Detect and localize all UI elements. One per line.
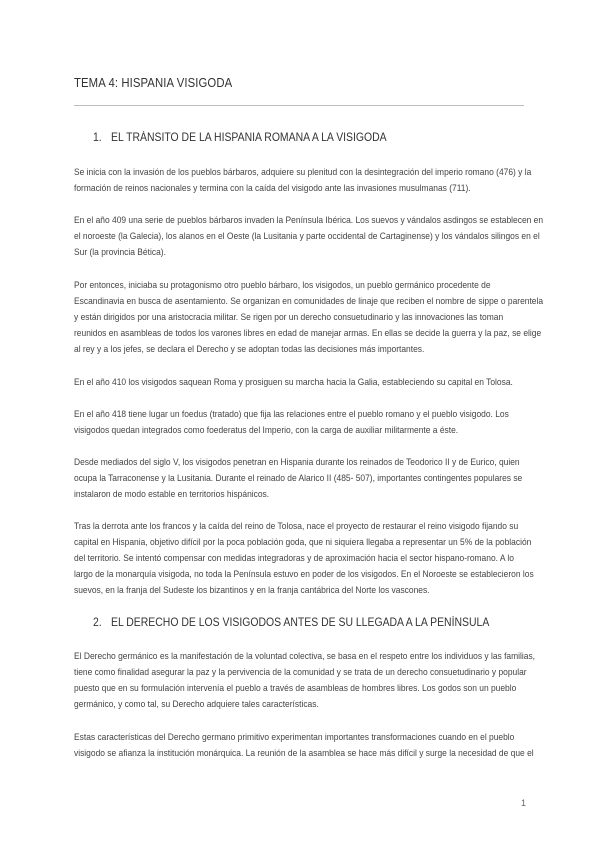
text-line: El Derecho germánico es la manifestación de la voluntad colectiva, se basa en el respeto entre los individuos y las familias, (74, 650, 536, 661)
text-line: instalaron de modo estable en territorios hispánicos. (74, 488, 270, 499)
text-line: Tras la derrota ante los francos y la caída del reino de Tolosa, nace el proyecto de restaurar el reino visigodo fijando su (74, 520, 519, 531)
text-line: visigodos quedan integrados como foederatus del Imperio, con la carga de auxiliar militarmente a éste. (74, 424, 459, 435)
text-line: En el año 418 tiene lugar un foedus (tratado) que fija las relaciones entre el pueblo romano y el pueblo visigodo. Los (74, 408, 509, 419)
text-line: y están dirigidos por una aristocracia militar. Se rigen por un derecho consuetudinario y las innovaciones las toman (74, 311, 504, 322)
text-line: Estas características del Derecho germano primitivo experimentan importantes transformaciones cuando en el pueblo (74, 731, 515, 742)
text-line: Desde mediados del siglo V, los visigodos penetran en Hispania durante los reinados de Teodorico II y de Eurico, quien (74, 456, 520, 467)
text-line: el noroeste (la Galecia), los alanos en el Oeste (la Lusitania y parte occidental de Cartaginense) y los vándalos silingos en el (74, 230, 540, 241)
paragraph (74, 374, 524, 390)
page-number: 1 (521, 798, 527, 808)
text-line: suevos, en la franja del Sudeste los bizantinos y en la franja cantábrica del Norte los vascones. (74, 584, 430, 595)
text-line: capital en Hispania, objetivo difícil por la poca población goda, que ni siquiera llegaba a representar un 5% de la población (74, 536, 532, 547)
text-line: Se inicia con la invasión de los pueblos bárbaros, adquiere su plenitud con la desintegración del imperio romano (476) y la (74, 166, 532, 177)
section-heading-text: EL DERECHO DE LOS VISIGODOS ANTES DE SU LLEGADA A LA PENÍNSULA (111, 616, 490, 629)
paragraph (74, 164, 532, 196)
text-line: tiene como finalidad asegurar la paz y la pervivencia de la comunidad y se trata de un derecho consuetudinario y popular (74, 666, 527, 677)
text-line: formación de reinos nacionales y termina con la caída del visigodo ante las invasiones musulmanas (711). (74, 182, 471, 193)
text-line: En el año 410 los visigodos saquean Roma y prosiguen su marcha hacia la Galia, estableciendo su capital en Tolosa. (74, 376, 513, 387)
paragraph (74, 454, 524, 502)
document-title: TEMA 4: HISPANIA VISIGODA (74, 76, 233, 90)
text-line: visigodo se afianza la institución monárquica. La reunión de la asamblea se hace más difícil y surge la necesidad de que el (74, 747, 534, 758)
section-number: 1. (93, 131, 102, 144)
text-line: ocupa la Tarraconense y la Lusitania. Durante el reinado de Alarico II (485- 507), importantes contingentes populares se (74, 472, 523, 483)
text-line: al rey y a los jefes, se declara el Derecho y se adoptan todas las decisiones más importantes. (74, 343, 425, 354)
paragraph (74, 406, 524, 438)
text-line: del territorio. Se intentó compensar con medidas integradoras y de aproximación hacia el sector hispano-romano. A lo (74, 552, 514, 563)
text-line: germánico, y como tal, su Derecho adquiere tales características. (74, 698, 319, 709)
section-heading-2 (93, 616, 489, 629)
title-divider (74, 105, 524, 106)
paragraph (74, 729, 534, 761)
paragraph (74, 518, 534, 598)
paragraph (74, 277, 544, 357)
section-heading-1 (93, 131, 387, 144)
section-number: 2. (93, 616, 102, 629)
text-line: En el año 409 una serie de pueblos bárbaros invaden la Península Ibérica. Los suevos y vándalos asdingos se establecen en (74, 214, 544, 225)
text-line: Por entonces, iniciaba su protagonismo otro pueblo bárbaro, los visigodos, un pueblo germánico procedente de (74, 279, 491, 290)
text-line: puesto que en su formulación intervenía el pueblo a través de asambleas de hombres libres. Los godos son un pueblo (74, 682, 517, 693)
paragraph (74, 212, 544, 260)
text-line: Sur (la provincia Bética). (74, 246, 166, 257)
paragraph (74, 648, 536, 712)
section-heading-text: EL TRÁNSITO DE LA HISPANIA ROMANA A LA VISIGODA (111, 131, 387, 144)
text-line: largo de la monarquía visigoda, no toda la Península estuvo en poder de los visigodos. En el Noroeste se establecieron los (74, 568, 534, 579)
text-line: reunidos en asambleas de todos los varones libres en edad de manejar armas. En ellas se decide la guerra y la paz, se elige (74, 327, 542, 338)
text-line: Escandinavia en busca de asentamiento. Se organizan en comunidades de linaje que reciben el nombre de sippe o parentela (74, 295, 544, 306)
